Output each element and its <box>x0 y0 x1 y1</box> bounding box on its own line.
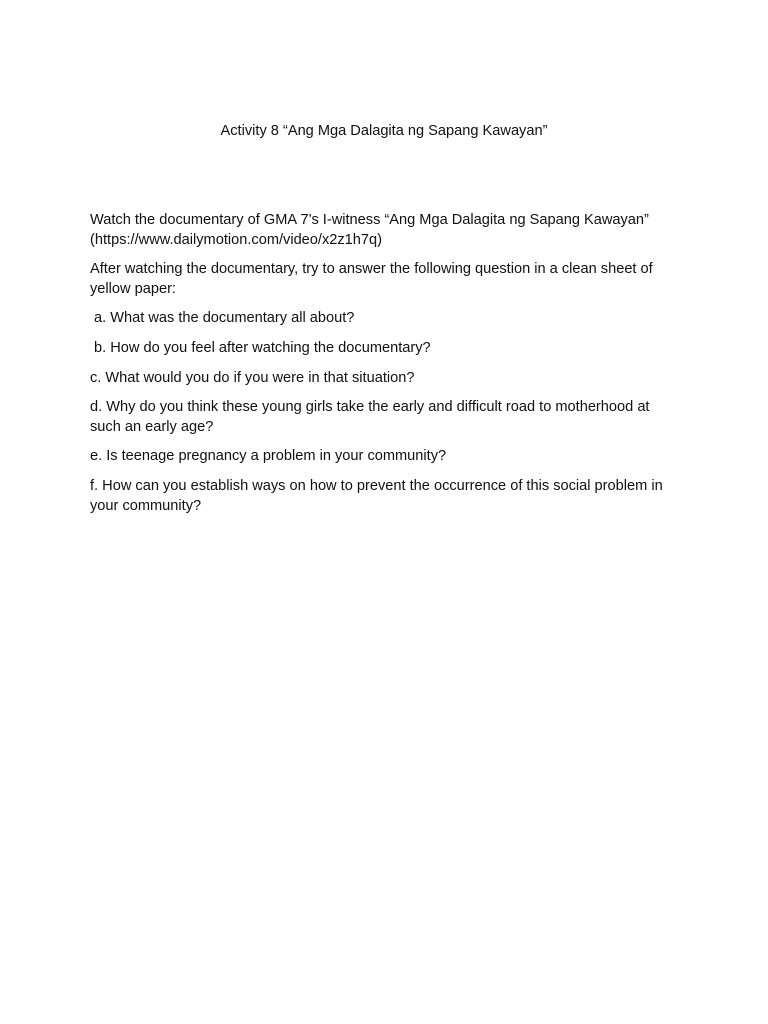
question-b: b. How do you feel after watching the documentary? <box>94 339 431 356</box>
document-body <box>90 211 680 526</box>
question-f: f. How can you establish ways on how to prevent the occurrence of this social problem in your community? <box>90 477 663 514</box>
question-e: e. Is teenage pregnancy a problem in your community? <box>90 448 447 465</box>
intro-line: Watch the documentary of GMA 7’s I-witness “Ang Mga Dalagita ng Sapang Kawayan” <box>90 212 649 228</box>
video-link-text: (https://www.dailymotion.com/video/x2z1h7q) <box>90 231 383 248</box>
instruction-paragraph: After watching the documentary, try to answer the following question in a clean sheet of yellow paper: <box>90 261 653 297</box>
document-title: Activity 8 “Ang Mga Dalagita ng Sapang Kawayan” <box>220 123 548 139</box>
question-d: d. Why do you think these young girls take the early and difficult road to motherhood at such an early age? <box>90 399 650 435</box>
intro-paragraph <box>90 211 680 250</box>
question-a: a. What was the documentary all about? <box>94 310 355 327</box>
question-c: c. What would you do if you were in that situation? <box>90 369 415 386</box>
